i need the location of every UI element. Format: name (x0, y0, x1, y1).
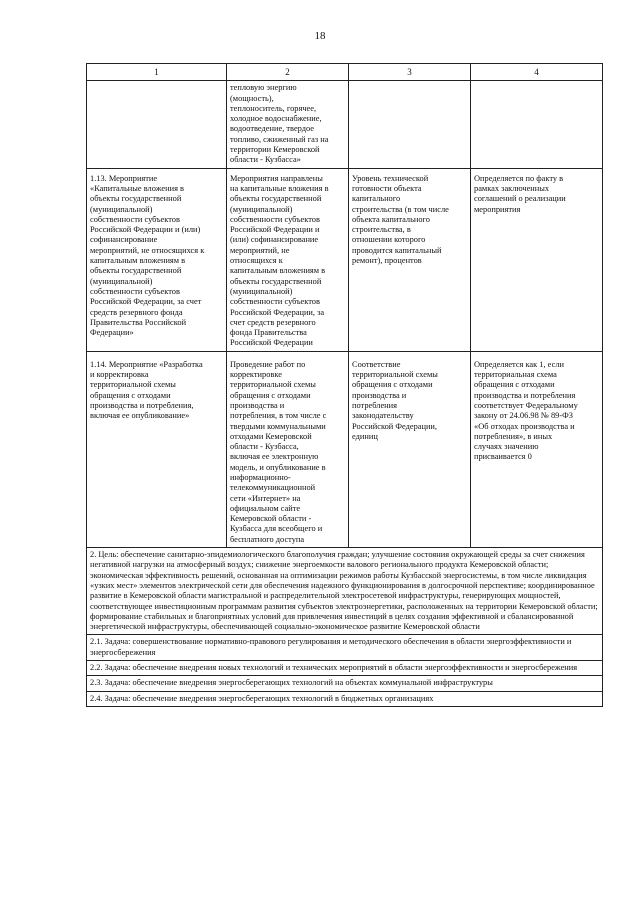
cell-text: 1.13. Мероприятие «Капитальные вложения в объекты государственной (муниципальной) собственности субъектов Российской Федерации и (или) софинансирование мероприятий, не относящихся к капитальным вложениям в объекты государственной (муниципальной) собственности субъектов Российской Федерации, за счет средств резервного фонда Правительства Российской Федерации» (90, 173, 205, 338)
header-col-4: 4 (471, 64, 603, 81)
task-row (87, 691, 603, 706)
cell (87, 168, 227, 351)
header-row (87, 64, 603, 81)
task-text: 2.1. Задача: совершенствование нормативно-правового регулирования и методического обеспечения в области энергоэффективности и энергосбережения (87, 635, 603, 661)
cell (87, 351, 227, 547)
task-row (87, 661, 603, 676)
cell-text: Уровень технической готовности объекта капитального строительства (в том числе объекта капитального строительства, в отношении которого проводится капитальный ремонт), процентов (352, 173, 449, 266)
cell (87, 81, 227, 168)
cell (349, 81, 471, 168)
task-text: 2.2. Задача: обеспечение внедрения новых технологий и технических мероприятий в области энергоэффективности и энергосбережения (87, 661, 603, 676)
cell (471, 351, 603, 547)
cell-text: Определяется по факту в рамках заключенных соглашений о реализации мероприятия (474, 173, 566, 214)
cell-text: 1.14. Мероприятие «Разработка и корректировка территориальной схемы обращения с отходами производства и потребления, включая ее опубликование» (90, 359, 203, 421)
goal-row (87, 548, 603, 635)
cell (349, 351, 471, 547)
goal-text: 2. Цель: обеспечение санитарно-эпидемиологического благополучия граждан; улучшение состояния окружающей среды за счет снижения негативной нагрузки на атмосферный воздух; снижение энергоемкости валового регионального продукта Кемеровской области; экономическая эффективность решений, основанная на оптимизации режимов работы Кузбасской энергосистемы, в том числе ликвидация «узких мест» элементов электрической сети для обеспечения надежного функционирования в долгосрочной перспективе; координированное развитие в Кемеровской области магистральной и распределительной электросетевой инфраструктуры, генерирующих мощностей, соответствующее инвестиционным программам развития субъектов электроэнергетики, расположенных на территории Кемеровской области; формирование стабильных и благоприятных условий для привлечения инвестиций в целях создания эффективной и сбалансированной энергетической инфраструктуры, обеспечивающей социально-экономическое развитие Кемеровской области (87, 548, 603, 635)
cell-text: Определяется как 1, если территориальная схема обращения с отходами производства и потребления соответствует Федеральному закону от 24.06.98 № 89-ФЗ «Об отходах производства и потребления», в иных случаях значению присваивается 0 (474, 359, 578, 462)
cell (471, 81, 603, 168)
header-col-2: 2 (227, 64, 349, 81)
cell-text: Соответствие территориальной схемы обращения с отходами производства и потребления законодательству Российской Федерации, единиц (352, 359, 438, 441)
cell-text: Проведение работ по корректировке территориальной схемы обращения с отходами производства и потребления, в том числе с твердыми коммунальными отходами Кемеровской области - Кузбасса, включая ее электронную модель, и опубликование в информационно- телекоммуникационной сети «Интернет» на официальном сайте Кемеровской области - Кузбасса для всеобщего и бесплатного доступа (230, 359, 327, 544)
page-number: 18 (314, 30, 326, 42)
task-row (87, 676, 603, 691)
table-row (87, 81, 603, 168)
cell (227, 351, 349, 547)
cell (471, 168, 603, 351)
task-text: 2.4. Задача: обеспечение внедрения энергосберегающих технологий в бюджетных организациях (87, 691, 603, 706)
cell (227, 81, 349, 168)
cell-text: тепловую энергию (мощность), теплоноситель, горячее, холодное водоснабжение, водоотведение, твердое топливо, сжиженный газ на территории Кемеровской области - Кузбасса» (230, 83, 329, 165)
cell (227, 168, 349, 351)
cell-text: Мероприятия направлены на капитальные вложения в объекты государственной (муниципальной) собственности субъектов Российской Федерации и (или) софинансирование мероприятий, не относящихся к капитальным вложениям в объекты государственной (муниципальной) собственности субъектов Российской Федерации, за счет средств резервного фонда Правительства Российской Федерации (230, 173, 329, 348)
cell (349, 168, 471, 351)
header-col-3: 3 (349, 64, 471, 81)
task-row (87, 635, 603, 661)
task-text: 2.3. Задача: обеспечение внедрения энергосберегающих технологий на объектах коммунальной инфраструктуры (87, 676, 603, 691)
header-col-1: 1 (87, 64, 227, 81)
table-row (87, 168, 603, 351)
program-table (86, 63, 603, 707)
table-row (87, 351, 603, 547)
